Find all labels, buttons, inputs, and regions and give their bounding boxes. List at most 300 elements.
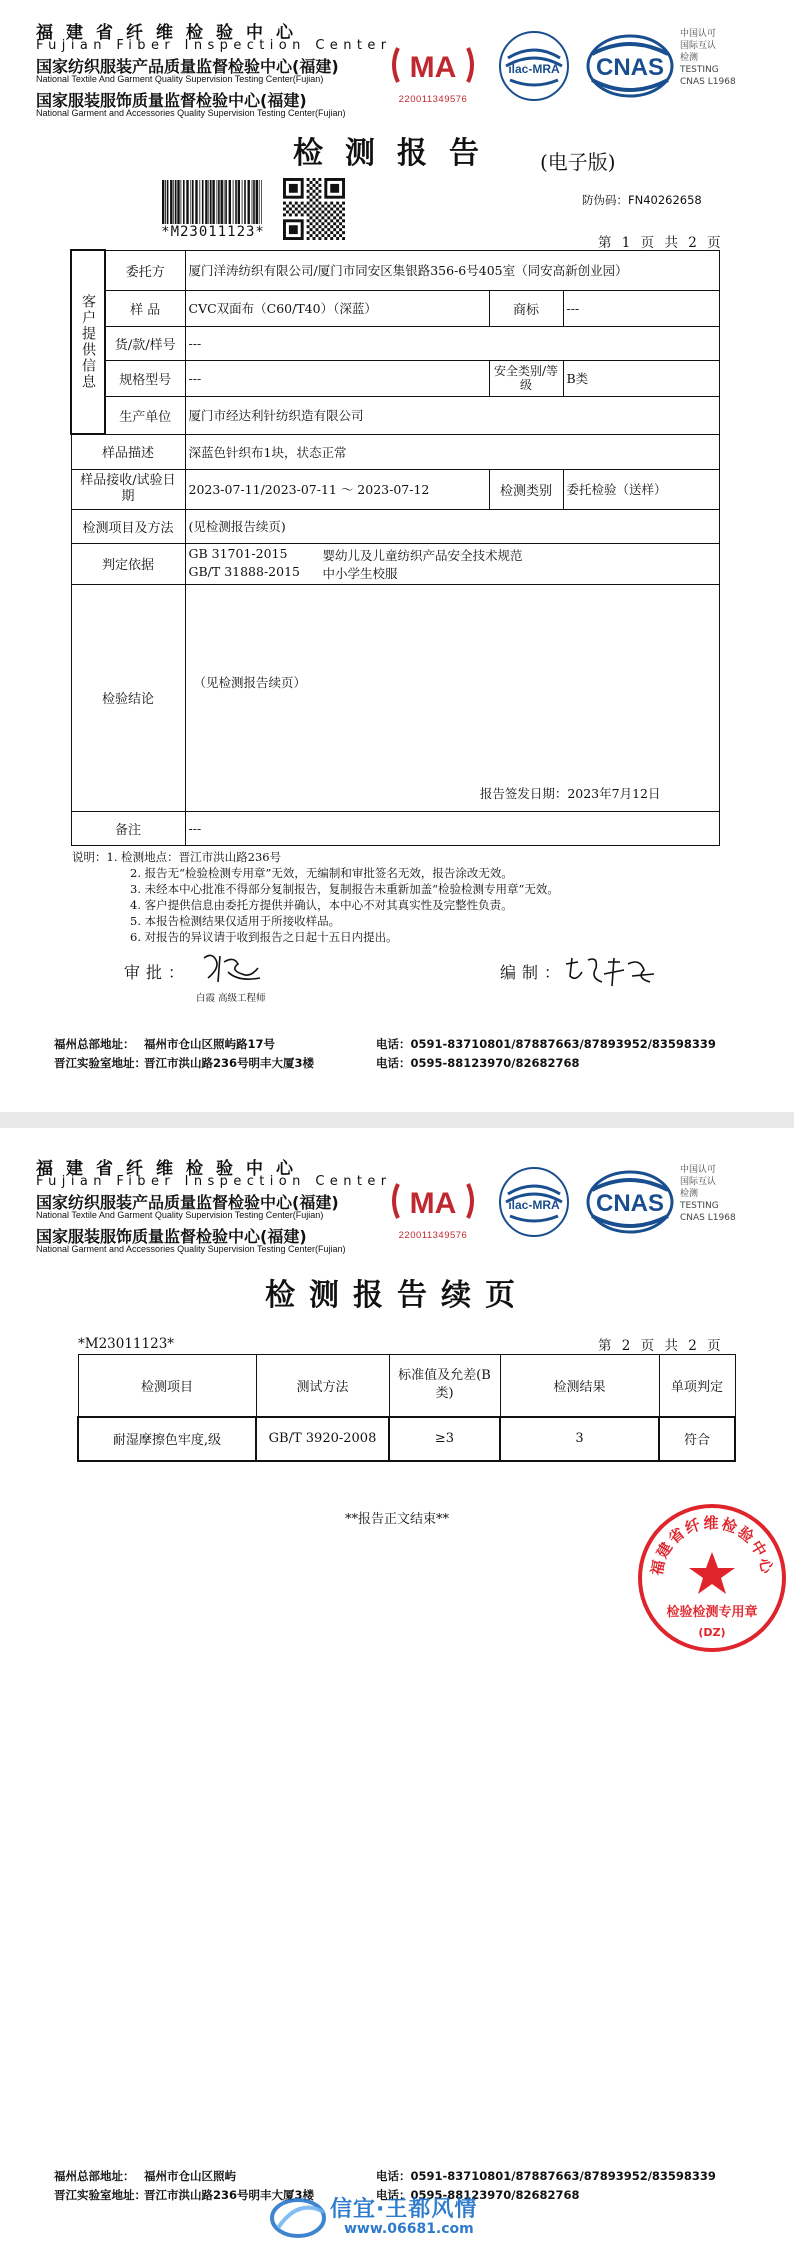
qr-module bbox=[313, 237, 316, 240]
org-name-cn-2: 国家服装服饰质量监督检验中心(福建) bbox=[36, 91, 307, 110]
results-header-cell: 检测结果 bbox=[500, 1355, 659, 1417]
org-name-cn-1: 国家纺织服装产品质量监督检验中心(福建) bbox=[36, 57, 339, 76]
org-name-en-spaced: Fujian Fiber Inspection Center bbox=[36, 1174, 392, 1189]
qr-module bbox=[313, 213, 316, 216]
footer-hq-label: 福州总部地址： bbox=[54, 2169, 135, 2183]
barcode-bar bbox=[208, 180, 209, 224]
qr-module bbox=[315, 216, 318, 219]
barcode-bar bbox=[183, 180, 185, 224]
qr-module bbox=[342, 219, 345, 222]
qr-module bbox=[307, 190, 310, 193]
qr-module bbox=[333, 216, 336, 219]
qr-module bbox=[310, 216, 313, 219]
footer-lab-tel: 电话：0595-88123970/82682768 bbox=[376, 1056, 580, 1070]
qr-module bbox=[289, 202, 292, 205]
footer-hq-tel: 电话：0591-83710801/87887663/87893952/83598339 bbox=[376, 2169, 716, 2183]
footer-lab-tel: 电话：0595-88123970/82682768 bbox=[376, 2188, 580, 2202]
svg-text:MA: MA bbox=[409, 1187, 457, 1220]
cnas-line: 中国认可 bbox=[680, 1165, 717, 1175]
qr-module bbox=[330, 219, 333, 222]
qr-module bbox=[318, 225, 321, 228]
report-main-table bbox=[70, 249, 720, 846]
desc-value: 深蓝色针织布1块，状态正常 bbox=[185, 434, 719, 469]
item-no-value: --- bbox=[185, 326, 719, 360]
note-line: 2. 报告无“检验检测专用章”无效，无编制和审批签名无效，报告涂改无效。 bbox=[130, 866, 513, 880]
qr-module bbox=[315, 199, 318, 202]
footer-hq-value: 福州市仓山区照屿路17号 bbox=[144, 1037, 276, 1051]
qr-module bbox=[310, 187, 313, 190]
approve-label: 审批： bbox=[124, 963, 191, 982]
qr-module bbox=[324, 208, 327, 211]
barcode-bar bbox=[242, 180, 243, 224]
ilac-mra-logo-icon bbox=[496, 1164, 572, 1240]
org-name-en-2: National Garment and Accessories Quality Supervision Testing Center(Fujian) bbox=[36, 108, 346, 118]
qr-module bbox=[318, 184, 321, 187]
remark-label: 备注 bbox=[71, 811, 185, 845]
qr-module bbox=[313, 190, 316, 193]
org-name-cn-2: 国家服装服饰质量监督检验中心(福建) bbox=[36, 1227, 307, 1246]
results-cell: ≥3 bbox=[389, 1417, 500, 1461]
qr-module bbox=[324, 202, 327, 205]
sample-value: CVC双面布（C60/T40）（深蓝） bbox=[185, 290, 489, 326]
qr-module bbox=[307, 219, 310, 222]
qr-module bbox=[321, 228, 324, 231]
conclusion-label: 检验结论 bbox=[71, 584, 185, 811]
qr-module bbox=[342, 202, 345, 205]
qr-module bbox=[330, 202, 333, 205]
results-cell: 符合 bbox=[659, 1417, 735, 1461]
qr-module bbox=[310, 181, 313, 184]
client-value: 厦门洋涛纺织有限公司/厦门市同安区集银路356-6号405室（同安高新创业园） bbox=[185, 250, 719, 290]
qr-module bbox=[336, 208, 339, 211]
barcode-bar bbox=[235, 180, 237, 224]
qr-module bbox=[298, 205, 301, 208]
barcode-bar bbox=[253, 180, 255, 224]
barcode-bar bbox=[225, 180, 227, 224]
date-label: 样品接收/试验日期 bbox=[71, 469, 185, 509]
qr-module bbox=[313, 202, 316, 205]
qr-module bbox=[318, 237, 321, 240]
qr-module bbox=[327, 234, 330, 237]
qr-module bbox=[339, 222, 342, 225]
spec-value: --- bbox=[185, 360, 489, 396]
results-header-cell: 检测项目 bbox=[78, 1355, 256, 1417]
official-seal-icon bbox=[636, 1502, 788, 1654]
qr-module bbox=[292, 205, 295, 208]
qr-module bbox=[304, 210, 307, 213]
org-name-cn-1: 国家纺织服装产品质量监督检验中心(福建) bbox=[36, 1193, 339, 1212]
qr-module bbox=[336, 237, 339, 240]
report-number: *M23011123* bbox=[78, 1336, 175, 1352]
svg-text:CNAS: CNAS bbox=[595, 54, 665, 81]
qr-module bbox=[318, 178, 321, 181]
qr-module bbox=[307, 231, 310, 234]
spec-label: 规格型号 bbox=[105, 360, 185, 396]
footer-hq-value: 福州市仓山区照屿 bbox=[144, 2169, 236, 2183]
page-number: 第 2 页 共 2 页 bbox=[598, 1338, 724, 1354]
org-name-en-1: National Textile And Garment Quality Supervision Testing Center(Fujian) bbox=[36, 74, 324, 84]
qr-module bbox=[342, 231, 345, 234]
qr-module bbox=[313, 219, 316, 222]
qr-module bbox=[330, 213, 333, 216]
qr-module bbox=[339, 210, 342, 213]
footer-lab-label: 晋江实验室地址： bbox=[54, 1056, 146, 1070]
results-cell: 耐湿摩擦色牢度,级 bbox=[78, 1417, 256, 1461]
barcode-bar bbox=[229, 180, 231, 224]
item-no-label: 货/款/样号 bbox=[105, 326, 185, 360]
qr-module bbox=[295, 202, 298, 205]
qr-module bbox=[336, 219, 339, 222]
qr-module bbox=[289, 208, 292, 211]
qr-module bbox=[283, 202, 286, 205]
qr-module bbox=[318, 208, 321, 211]
watermark-text: 信宜·王都风情 bbox=[330, 2197, 478, 2222]
basis-standard-name: 婴幼儿及儿童纺织产品安全技术规范 bbox=[322, 547, 523, 563]
barcode-bar bbox=[175, 180, 177, 224]
footer-lab-value: 晋江市洪山路236号明丰大厦3楼 bbox=[144, 2188, 315, 2202]
qr-module bbox=[313, 196, 316, 199]
qr-module bbox=[327, 205, 330, 208]
test-type-value: 委托检验（送样） bbox=[563, 469, 719, 509]
qr-module bbox=[315, 234, 318, 237]
basis-line bbox=[189, 564, 716, 582]
cnas-line: 国际互认 bbox=[680, 41, 717, 51]
compile-label: 编制： bbox=[500, 963, 567, 982]
barcode-bar bbox=[167, 180, 169, 224]
barcode-bar bbox=[165, 180, 166, 224]
qr-module bbox=[318, 196, 321, 199]
cnas-line: TESTING bbox=[680, 1201, 719, 1211]
barcode-bar bbox=[238, 180, 240, 224]
cnas-line: 国际互认 bbox=[680, 1177, 717, 1187]
footer-lab-address bbox=[54, 1055, 314, 1071]
qr-module bbox=[307, 225, 310, 228]
client-label: 委托方 bbox=[105, 250, 185, 290]
method-value: (见检测报告续页) bbox=[185, 509, 719, 543]
qr-module bbox=[315, 205, 318, 208]
qr-module bbox=[321, 210, 324, 213]
remark-value: --- bbox=[185, 811, 719, 845]
qr-module bbox=[295, 208, 298, 211]
qr-module bbox=[307, 208, 310, 211]
org-name-en-1: National Textile And Garment Quality Supervision Testing Center(Fujian) bbox=[36, 1210, 324, 1220]
qr-module bbox=[342, 208, 345, 211]
basis-standard-name: 中小学生校服 bbox=[322, 565, 398, 581]
qr-module bbox=[310, 205, 313, 208]
svg-text:ilac-MRA: ilac-MRA bbox=[508, 62, 560, 76]
barcode-bar bbox=[210, 180, 212, 224]
cma-number: 220011349576 bbox=[398, 1230, 468, 1241]
qr-code-icon bbox=[283, 178, 345, 240]
qr-module bbox=[313, 225, 316, 228]
qr-module bbox=[315, 210, 318, 213]
qr-module bbox=[330, 231, 333, 234]
qr-module bbox=[307, 196, 310, 199]
qr-module bbox=[318, 202, 321, 205]
barcode-bar bbox=[190, 180, 191, 224]
qr-module bbox=[307, 178, 310, 181]
cnas-line: 中国认可 bbox=[680, 29, 717, 39]
qr-module bbox=[310, 210, 313, 213]
sample-label: 样 品 bbox=[105, 290, 185, 326]
barcode-bar bbox=[186, 180, 188, 224]
qr-module bbox=[336, 202, 339, 205]
qr-module bbox=[301, 202, 304, 205]
report-title: 检测报告 bbox=[293, 136, 501, 171]
note-line: 说明：1. 检测地点：晋江市洪山路236号 bbox=[72, 850, 282, 864]
cnas-logo-icon bbox=[584, 1166, 676, 1238]
cma-logo-icon bbox=[388, 40, 478, 90]
svg-text:MA: MA bbox=[409, 51, 457, 84]
qr-module bbox=[339, 228, 342, 231]
qr-module bbox=[339, 234, 342, 237]
cnas-accreditation-text bbox=[680, 1164, 736, 1224]
qr-module bbox=[327, 222, 330, 225]
qr-module bbox=[333, 205, 336, 208]
cma-logo-icon bbox=[388, 1176, 478, 1226]
end-of-report: **报告正文结束** bbox=[344, 1512, 449, 1527]
barcode-bar bbox=[256, 180, 258, 224]
manufacturer-value: 厦门市经达利针纺织造有限公司 bbox=[185, 396, 719, 434]
qr-module bbox=[324, 225, 327, 228]
org-name-en-spaced: Fujian Fiber Inspection Center bbox=[36, 38, 392, 53]
qr-module bbox=[286, 205, 289, 208]
qr-module bbox=[336, 213, 339, 216]
manufacturer-label: 生产单位 bbox=[105, 396, 185, 434]
note-line: 4. 客户提供信息由委托方提供并确认，本中心不对其真实性及完整性负责。 bbox=[130, 898, 513, 912]
barcode-bar bbox=[199, 180, 200, 224]
barcode-bar bbox=[218, 180, 220, 224]
note-line: 3. 未经本中心批准不得部分复制报告，复制报告未重新加盖“检验检测专用章”无效。 bbox=[130, 882, 559, 896]
compiler-signature-icon bbox=[560, 952, 660, 992]
svg-text:福建省纤维检验中心: 福建省纤维检验中心 bbox=[647, 1514, 777, 1577]
qr-module bbox=[315, 193, 318, 196]
qr-module bbox=[321, 234, 324, 237]
qr-module bbox=[313, 184, 316, 187]
qr-module bbox=[336, 231, 339, 234]
cnas-line: CNAS L1968 bbox=[680, 77, 736, 87]
qr-module bbox=[333, 222, 336, 225]
qr-module bbox=[339, 205, 342, 208]
method-label: 检测项目及方法 bbox=[71, 509, 185, 543]
conclusion-value: （见检测报告续页） bbox=[193, 675, 307, 690]
note-line: 5. 本报告检测结果仅适用于所接收样品。 bbox=[130, 914, 341, 928]
barcode-bar bbox=[224, 180, 225, 224]
results-header-cell: 测试方法 bbox=[256, 1355, 389, 1417]
qr-module bbox=[310, 234, 313, 237]
org-name-cn-spaced: 福建省纤维检验中心 bbox=[36, 1159, 306, 1179]
watermark-url: www.06681.com bbox=[344, 2221, 474, 2237]
qr-module bbox=[330, 208, 333, 211]
barcode-bar bbox=[212, 180, 214, 224]
report-page-1 bbox=[0, 0, 794, 1112]
barcode-bar bbox=[252, 180, 253, 224]
qr-module bbox=[336, 225, 339, 228]
qr-module bbox=[310, 228, 313, 231]
results-table bbox=[77, 1354, 736, 1462]
barcode-bar bbox=[202, 180, 204, 224]
qr-module bbox=[318, 213, 321, 216]
cnas-logo-icon bbox=[584, 30, 676, 102]
anti-fake-code: 防伪码：FN40262658 bbox=[582, 193, 702, 207]
basis-line bbox=[189, 546, 716, 564]
qr-module bbox=[321, 222, 324, 225]
qr-module bbox=[342, 225, 345, 228]
qr-module bbox=[286, 210, 289, 213]
svg-text:检验检测专用章: 检验检测专用章 bbox=[666, 1605, 758, 1620]
barcode-bar bbox=[248, 180, 250, 224]
qr-module bbox=[330, 225, 333, 228]
ilac-mra-logo-icon bbox=[496, 28, 572, 104]
client-info-label-cell bbox=[71, 250, 105, 434]
qr-module bbox=[301, 208, 304, 211]
approver-name: 白霞 高级工程师 bbox=[196, 993, 266, 1004]
qr-module bbox=[307, 237, 310, 240]
qr-module bbox=[283, 208, 286, 211]
qr-module bbox=[289, 213, 292, 216]
barcode-bar bbox=[173, 180, 174, 224]
qr-module bbox=[310, 222, 313, 225]
footer-lab-label: 晋江实验室地址： bbox=[54, 2188, 146, 2202]
report-title-suffix: (电子版) bbox=[540, 150, 616, 174]
client-info-label: 客户提供信息 bbox=[80, 294, 96, 390]
svg-text:ilac-MRA: ilac-MRA bbox=[508, 1198, 560, 1212]
qr-module bbox=[330, 237, 333, 240]
desc-label: 样品描述 bbox=[71, 434, 185, 469]
brand-value: --- bbox=[563, 290, 719, 326]
barcode-bar bbox=[170, 180, 172, 224]
qr-module bbox=[292, 210, 295, 213]
org-name-cn-spaced: 福建省纤维检验中心 bbox=[36, 23, 306, 43]
qr-module bbox=[321, 216, 324, 219]
svg-text:(DZ): (DZ) bbox=[698, 1626, 726, 1639]
sign-date: 报告签发日期：2023年7月12日 bbox=[479, 786, 661, 801]
qr-finder-module bbox=[289, 184, 298, 193]
qr-module bbox=[327, 228, 330, 231]
qr-module bbox=[310, 193, 313, 196]
report-notes bbox=[72, 849, 559, 945]
test-type-label: 检测类别 bbox=[489, 469, 563, 509]
approver-signature-icon bbox=[198, 948, 268, 986]
qr-module bbox=[315, 181, 318, 184]
barcode-icon bbox=[162, 180, 262, 224]
qr-module bbox=[324, 237, 327, 240]
qr-module bbox=[295, 213, 298, 216]
qr-module bbox=[324, 213, 327, 216]
cnas-line: 检测 bbox=[680, 1189, 699, 1199]
safety-value: B类 bbox=[563, 360, 719, 396]
basis-standard: GB 31701-2015 bbox=[188, 545, 288, 561]
qr-module bbox=[318, 190, 321, 193]
qr-module bbox=[315, 187, 318, 190]
qr-module bbox=[333, 234, 336, 237]
qr-module bbox=[298, 210, 301, 213]
cnas-line: CNAS L1968 bbox=[680, 1213, 736, 1223]
footer-hq-label: 福州总部地址： bbox=[54, 1037, 135, 1051]
cnas-accreditation-text bbox=[680, 28, 736, 88]
svg-text:CNAS: CNAS bbox=[595, 1190, 665, 1217]
barcode-bar bbox=[195, 180, 197, 224]
footer-hq-address bbox=[54, 1036, 275, 1052]
barcode-bar bbox=[192, 180, 194, 224]
qr-module bbox=[324, 231, 327, 234]
results-header-cell: 标准值及允差(B类) bbox=[389, 1355, 500, 1417]
footer-lab-value: 晋江市洪山路236号明丰大厦3楼 bbox=[144, 1056, 315, 1070]
note-line: 6. 对报告的异议请于收到报告之日起十五日内提出。 bbox=[130, 930, 398, 944]
report-header bbox=[36, 18, 758, 122]
qr-module bbox=[310, 199, 313, 202]
continuation-title: 检测报告续页 bbox=[265, 1278, 529, 1313]
conclusion-cell bbox=[185, 584, 719, 811]
qr-module bbox=[313, 231, 316, 234]
basis-label: 判定依据 bbox=[71, 543, 185, 584]
basis-standard: GB/T 31888-2015 bbox=[188, 563, 300, 579]
footer-hq-address bbox=[54, 2168, 236, 2184]
footer-hq-tel: 电话：0591-83710801/87887663/87893952/83598339 bbox=[376, 1037, 716, 1051]
barcode-bar bbox=[221, 180, 223, 224]
qr-module bbox=[304, 205, 307, 208]
qr-module bbox=[327, 216, 330, 219]
qr-module bbox=[321, 205, 324, 208]
cnas-line: TESTING bbox=[680, 65, 719, 75]
qr-module bbox=[342, 213, 345, 216]
date-value: 2023-07-11/2023-07-11 ～ 2023-07-12 bbox=[185, 469, 489, 509]
report-header bbox=[36, 1154, 758, 1258]
barcode-bar bbox=[244, 180, 246, 224]
qr-module bbox=[342, 237, 345, 240]
safety-label: 安全类别/等级 bbox=[489, 360, 563, 396]
qr-module bbox=[313, 208, 316, 211]
qr-module bbox=[315, 228, 318, 231]
qr-module bbox=[307, 202, 310, 205]
barcode-bar bbox=[261, 180, 262, 224]
cnas-line: 检测 bbox=[680, 53, 699, 63]
qr-module bbox=[315, 222, 318, 225]
qr-module bbox=[307, 213, 310, 216]
barcode-bar bbox=[205, 180, 207, 224]
org-name-en-2: National Garment and Accessories Quality Supervision Testing Center(Fujian) bbox=[36, 1244, 346, 1254]
qr-module bbox=[333, 210, 336, 213]
barcode-bar bbox=[217, 180, 218, 224]
qr-module bbox=[318, 231, 321, 234]
results-cell: 3 bbox=[500, 1417, 659, 1461]
report-page-2 bbox=[0, 1128, 794, 2255]
qr-module bbox=[313, 178, 316, 181]
qr-finder-module bbox=[330, 184, 339, 193]
basis-cell bbox=[185, 543, 719, 584]
results-cell: GB/T 3920-2008 bbox=[256, 1417, 389, 1461]
qr-module bbox=[324, 219, 327, 222]
results-header-cell: 单项判定 bbox=[659, 1355, 735, 1417]
barcode-bar bbox=[259, 180, 260, 224]
qr-module bbox=[283, 213, 286, 216]
barcode-bar bbox=[181, 180, 182, 224]
qr-module bbox=[339, 216, 342, 219]
qr-finder-module bbox=[289, 225, 298, 234]
qr-module bbox=[318, 219, 321, 222]
table-row bbox=[78, 1417, 735, 1461]
cma-number: 220011349576 bbox=[398, 94, 468, 105]
qr-module bbox=[327, 210, 330, 213]
barcode-bar bbox=[162, 180, 164, 224]
barcode-bar bbox=[177, 180, 179, 224]
qr-module bbox=[333, 228, 336, 231]
qr-module bbox=[301, 213, 304, 216]
barcode-bar bbox=[233, 180, 234, 224]
page-number: 第 1 页 共 2 页 bbox=[598, 235, 724, 251]
conclusion-box bbox=[186, 585, 719, 810]
brand-label: 商标 bbox=[489, 290, 563, 326]
